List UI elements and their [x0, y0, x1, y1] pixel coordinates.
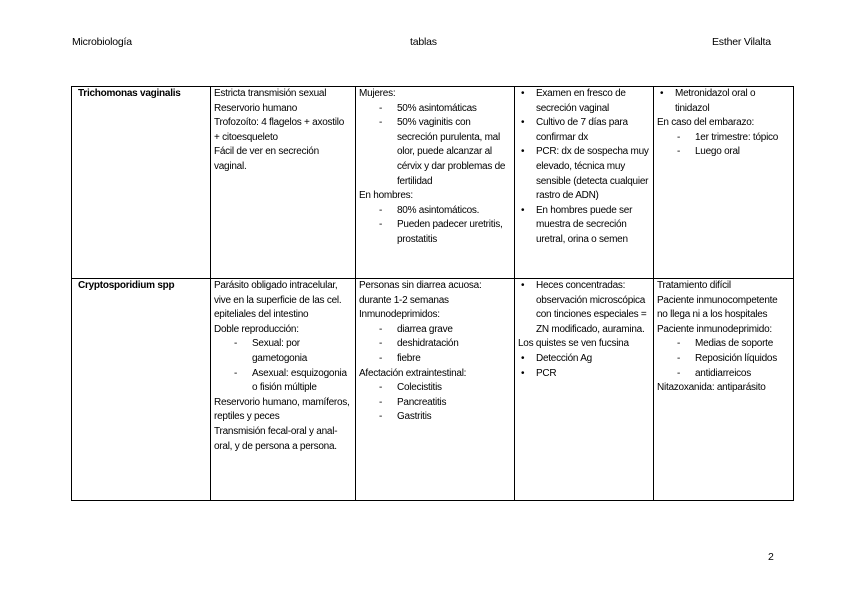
description-cell: [211, 87, 356, 279]
table-row: [72, 279, 794, 501]
treatment-line: Nitazoxanida: antiparásito: [657, 382, 766, 394]
description-line: Parásito obligado intracelular, vive en la superficie de las cel. epiteliales del intestino: [214, 280, 342, 321]
list-item: - antidiarreicos: [657, 367, 790, 382]
treatment-line: Paciente inmunodeprimido:: [657, 323, 772, 335]
table-row: [72, 87, 794, 279]
description-line: Trofozoíto: 4 flagelos + axostilo + citoesqueleto: [214, 117, 345, 143]
list-item: - fiebre: [359, 352, 511, 367]
list-item: - 1er trimestre: tópico: [657, 131, 790, 146]
organism-cell: [72, 279, 211, 501]
diagnosis-list: [518, 87, 650, 248]
description-line: Reservorio humano: [214, 102, 298, 114]
pregnancy-label: En caso del embarazo:: [657, 117, 755, 129]
men-label: En hombres:: [359, 190, 413, 202]
list-item: - Pancreatitis: [359, 396, 511, 411]
list-item: • Examen en fresco de secreción vaginal: [518, 87, 650, 116]
extraintestinal-label: Afectación extraintestinal:: [359, 367, 467, 379]
list-item: - Asexual: esquizogonia o fisión múltiple: [214, 367, 352, 396]
clinic-cell: [356, 87, 515, 279]
list-item: - diarrea grave: [359, 323, 511, 338]
reproduction-list: [214, 337, 352, 395]
treatment-list: [657, 87, 790, 116]
support-list: [657, 337, 790, 381]
treatment-line: Paciente inmunocompetente no llega ni a los hospitales: [657, 294, 778, 321]
treatment-cell: [654, 279, 794, 501]
list-item: - Colecistitis: [359, 381, 511, 396]
treatment-line: Tratamiento difícil: [657, 280, 731, 291]
list-item: • Metronidazol oral o tinidazol: [657, 87, 790, 116]
list-item: • PCR: [518, 367, 650, 382]
clinic-line: Personas sin diarrea acuosa: durante 1-2 semanas: [359, 280, 482, 306]
diagnosis-list: [518, 279, 650, 337]
list-item: - Reposición líquidos: [657, 352, 790, 367]
pregnancy-list: [657, 131, 790, 160]
list-item: • Heces concentradas: observación microscópica con tinciones especiales = ZN modificado, auramina.: [518, 279, 650, 337]
list-item: - Gastritis: [359, 410, 511, 425]
list-item: - 80% asintomáticos.: [359, 204, 511, 219]
men-list: [359, 204, 511, 248]
list-item: - Pueden padecer uretritis, prostatitis: [359, 218, 511, 247]
diagnosis-cell: [515, 87, 654, 279]
immuno-list: [359, 323, 511, 367]
list-item: - 50% vaginitis con secreción purulenta, mal olor, puede alcanzar al cérvix y dar problemas de fertilidad: [359, 116, 511, 189]
description-line: Estricta transmisión sexual: [214, 88, 327, 99]
page-number: 2: [768, 551, 774, 563]
description-line: Fácil de ver en secreción vaginal.: [214, 146, 319, 172]
treatment-cell: [654, 87, 794, 279]
list-item: - deshidratación: [359, 337, 511, 352]
organism-name: Trichomonas vaginalis: [78, 88, 181, 99]
header-author: Esther Vilalta: [712, 36, 771, 48]
list-item: - Medias de soporte: [657, 337, 790, 352]
clinic-cell: [356, 279, 515, 501]
women-list: [359, 102, 511, 190]
organism-name: Cryptosporidium spp: [78, 280, 175, 291]
list-item: - 50% asintomáticas: [359, 102, 511, 117]
list-item: • En hombres puede ser muestra de secreción uretral, orina o semen: [518, 204, 650, 248]
diagnosis-list: [518, 352, 650, 381]
parasite-table: [71, 86, 794, 501]
description-line: Transmisión fecal-oral y anal-oral, y de persona a persona.: [214, 425, 338, 452]
list-item: - Sexual: por gametogonia: [214, 337, 352, 366]
extraintestinal-list: [359, 381, 511, 425]
list-item: • Cultivo de 7 días para confirmar dx: [518, 116, 650, 145]
women-label: Mujeres:: [359, 88, 396, 99]
list-item: • PCR: dx de sospecha muy elevado, técnica muy sensible (detecta cualquier rastro de ADN): [518, 145, 650, 203]
description-line: Reservorio humano, mamíferos, reptiles y peces: [214, 396, 350, 423]
reproduction-label: Doble reproducción:: [214, 323, 299, 335]
diagnosis-cell: [515, 279, 654, 501]
list-item: - Luego oral: [657, 145, 790, 160]
header-title: tablas: [410, 36, 437, 48]
description-cell: [211, 279, 356, 501]
organism-cell: [72, 87, 211, 279]
diagnosis-note: Los quistes se ven fucsina: [518, 338, 629, 350]
immuno-label: Inmunodeprimidos:: [359, 309, 440, 321]
list-item: • Detección Ag: [518, 352, 650, 367]
header-subject: Microbiología: [72, 36, 132, 48]
